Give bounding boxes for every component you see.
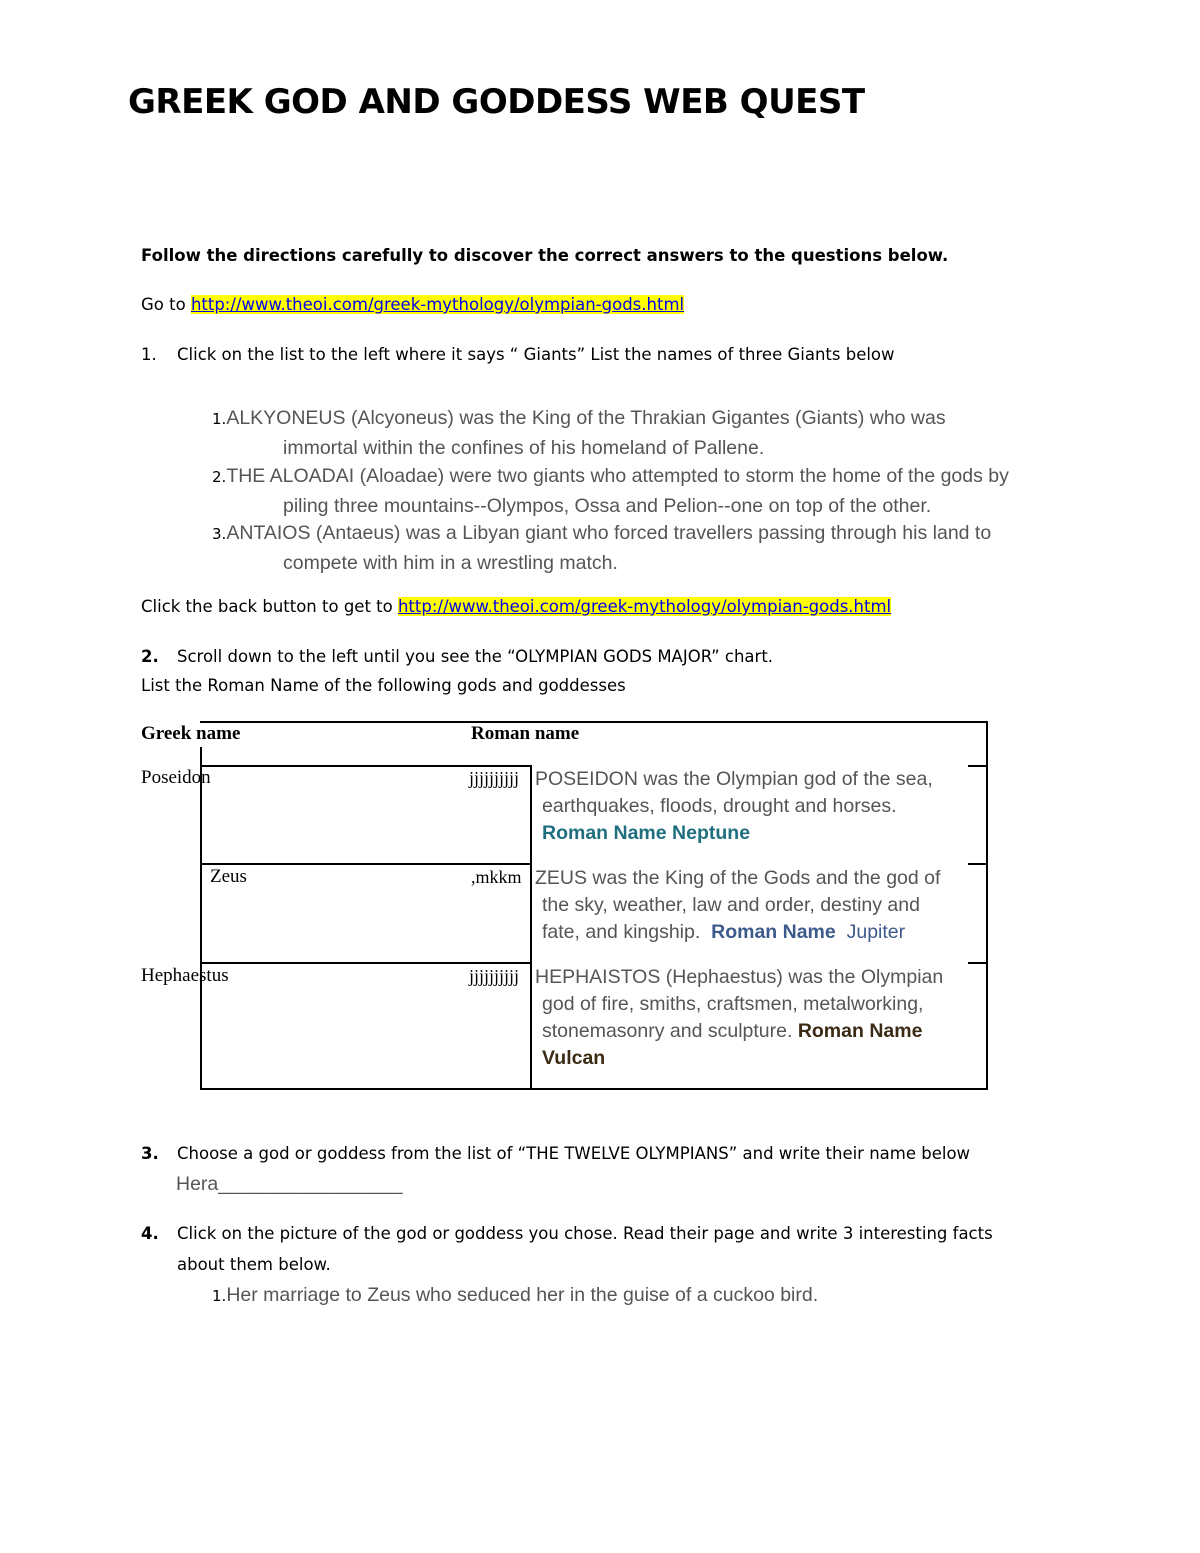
right-tick: [968, 962, 988, 964]
q1-answer-3: [212, 519, 991, 579]
q4-number: 4.: [141, 1224, 159, 1243]
intro-text: Follow the directions carefully to discover the correct answers to the questions below.: [141, 246, 949, 265]
page-title: GREEK GOD AND GODDESS WEB QUEST: [128, 82, 865, 122]
back-prefix: Click the back button to get to: [141, 597, 398, 616]
answer-line: THE ALOADAI (Aloadae) were two giants who attempted to storm the home of the gods by: [226, 465, 1009, 487]
answer-line: ALKYONEUS (Alcyoneus) was the King of the Thrakian Gigantes (Giants) who was: [226, 407, 946, 429]
roman-cell-hephaestus: [535, 964, 943, 1072]
roman-name-label: Roman Name: [797, 1020, 923, 1042]
greek-name-zeus: Zeus: [210, 866, 247, 887]
q2-number: 2.: [141, 647, 159, 666]
row-divider: [200, 962, 532, 964]
answer-line: immortal within the confines of his homeland of Pallene.: [283, 437, 765, 459]
q1-number: 1.: [141, 345, 157, 364]
roman-name-label: Roman Name: [711, 921, 836, 943]
answer-number: 1.: [212, 410, 227, 428]
roman-name-neptune: Roman Name Neptune: [542, 822, 751, 844]
back-line: [141, 597, 891, 616]
answer-number: 2.: [212, 468, 227, 486]
filler-text: jjjjjjjjjj: [469, 768, 520, 788]
q2-subtext: List the Roman Name of the following gods and goddesses: [141, 676, 626, 695]
greek-name-poseidon: Poseidon: [141, 767, 211, 788]
header-roman-name: Roman name: [471, 723, 580, 744]
cell-line: POSEIDON was the Olympian god of the sea,: [535, 768, 933, 790]
answer-line: ANTAIOS (Antaeus) was a Libyan giant who forced travellers passing through his land to: [226, 522, 992, 544]
answer-number: 3.: [212, 525, 227, 543]
q1-answer-2: [212, 462, 1009, 522]
row-divider: [200, 765, 532, 767]
answer-line: compete with him in a wrestling match.: [283, 552, 618, 574]
q4-text-line1: Click on the picture of the god or goddess you chose. Read their page and write 3 interesting facts: [177, 1224, 993, 1243]
goto-link[interactable]: http://www.theoi.com/greek-mythology/olympian-gods.html: [190, 295, 685, 314]
cell-line: HEPHAISTOS (Hephaestus) was the Olympian: [535, 966, 944, 988]
table-border-top: [200, 721, 988, 723]
q4-fact-1: [212, 1284, 818, 1307]
q3-text: Choose a god or goddess from the list of “THE TWELVE OLYMPIANS” and write their name below: [177, 1144, 971, 1163]
table-border-left: [200, 747, 202, 1090]
q3-number: 3.: [141, 1144, 159, 1163]
cell-line: god of fire, smiths, craftsmen, metalworking,: [542, 993, 924, 1015]
cell-line: stonemasonry and sculpture.: [542, 1020, 793, 1042]
greek-name-hephaestus: Hephaestus: [141, 965, 229, 986]
table-border-bottom: [200, 1088, 988, 1090]
filler-text: jjjjjjjjjj: [469, 966, 520, 986]
row-divider: [200, 863, 532, 865]
fact-text: Her marriage to Zeus who seduced her in the guise of a cuckoo bird.: [226, 1284, 819, 1306]
roman-name-vulcan: Vulcan: [542, 1047, 606, 1069]
fact-number: 1.: [212, 1287, 227, 1305]
answer-line: piling three mountains--Olympos, Ossa and Pelion--one on top of the other.: [283, 495, 932, 517]
cell-line: ZEUS was the King of the Gods and the god of: [535, 867, 941, 889]
cell-line: earthquakes, floods, drought and horses.: [542, 795, 897, 817]
goto-line: [141, 295, 684, 314]
roman-cell-zeus: [535, 865, 940, 946]
q4-text-line2: about them below.: [177, 1255, 331, 1274]
column-divider: [530, 765, 532, 1090]
cell-line: fate, and kingship.: [542, 921, 701, 943]
goto-prefix: Go to: [141, 295, 191, 314]
roman-name-jupiter: Jupiter: [846, 921, 906, 943]
q3-answer: Hera_________________: [176, 1173, 403, 1195]
header-greek-name: Greek name: [141, 723, 241, 744]
q2-text: Scroll down to the left until you see the “OLYMPIAN GODS MAJOR” chart.: [177, 647, 774, 666]
back-link[interactable]: http://www.theoi.com/greek-mythology/olympian-gods.html: [397, 597, 892, 616]
q1-answer-1: [212, 404, 946, 464]
table-border-right: [986, 721, 988, 1090]
filler-text: ,mkkm: [471, 867, 522, 887]
right-tick: [968, 863, 988, 865]
q1-text: Click on the list to the left where it says “ Giants” List the names of three Giants below: [177, 345, 895, 364]
roman-cell-poseidon: [535, 766, 933, 847]
cell-line: the sky, weather, law and order, destiny and: [542, 894, 920, 916]
right-tick: [968, 765, 988, 767]
